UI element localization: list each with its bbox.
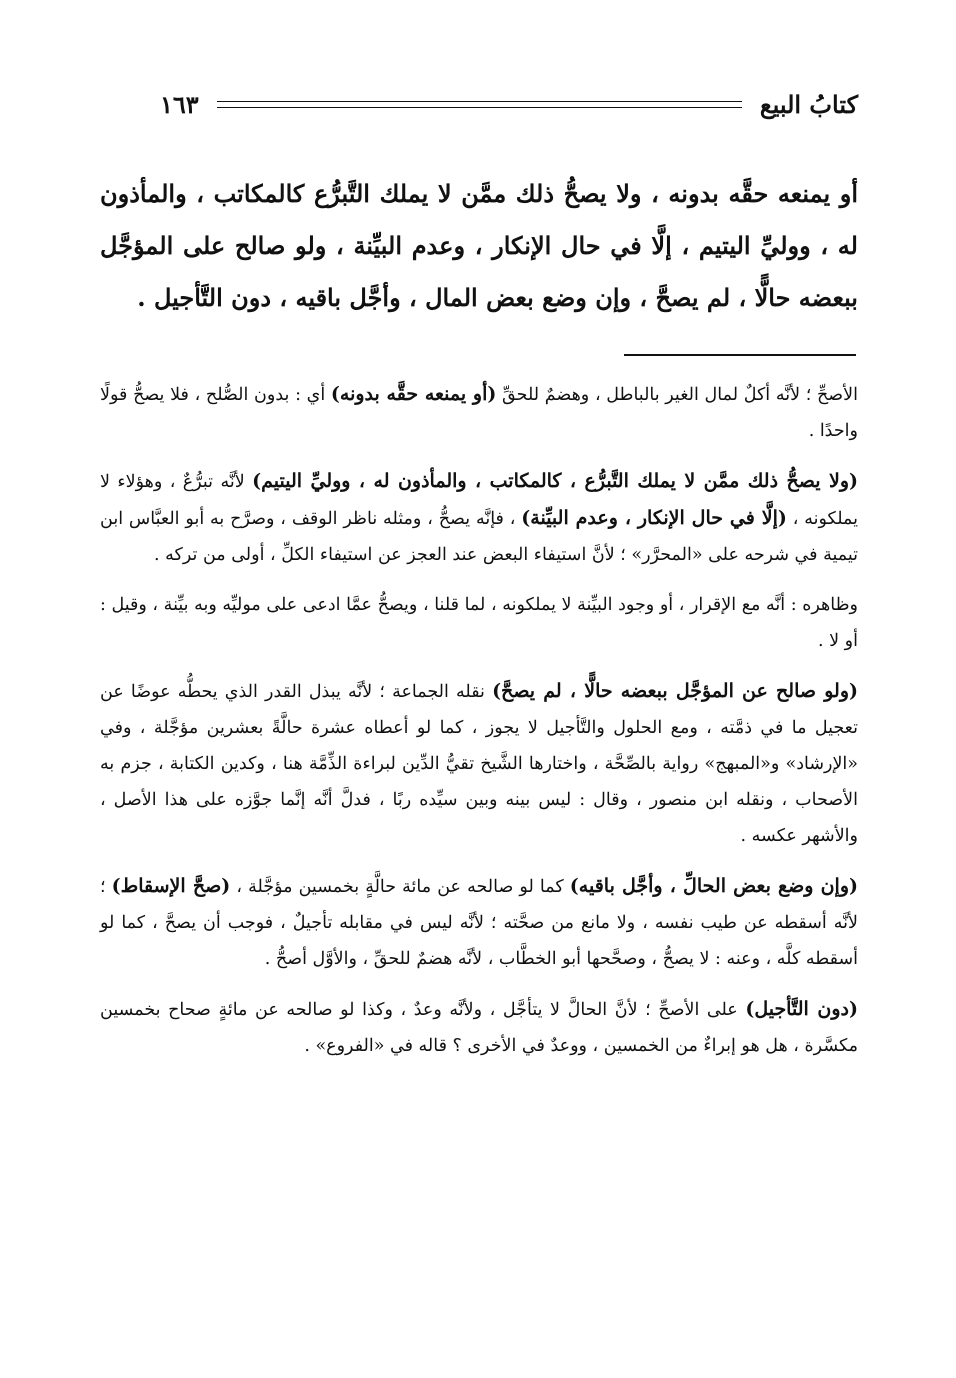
commentary-text: على الأصحِّ ؛ لأنَّ الحالَّ لا يتأجَّل ، ولأنَّه وعدٌ ، وكذا لو صالحه عن مائةٍ صحاح بخمسين مكسَّرة ، هل هو إبراءٌ من الخمسين ، ووعدٌ في الأخرى ؟ قاله في «الفروع» . xyxy=(100,1000,858,1056)
quoted-main-text: (إلَّا في حال الإنكار ، وعدم البيِّنة) xyxy=(521,507,787,529)
quoted-main-text: (دون التَّأجيل) xyxy=(745,998,858,1020)
main-text-paragraph: أو يمنعه حقَّه بدونه ، ولا يصحُّ ذلك ممَّن لا يملك التَّبرُّع كالمكاتب ، والمأذون له ، ووليِّ اليتيم ، إلَّا في حال الإنكار ، وعدم البيِّنة ، ولو صالح على المؤجَّل ببعضه حالًّا ، لم يصحَّ ، وإن وضع بعض المال ، وأجَّل باقيه ، دون التَّأجيل . xyxy=(100,179,858,312)
quoted-main-text: (ولا يصحُّ ذلك ممَّن لا يملك التَّبرُّع ، كالمكاتب ، والمأذون له ، ووليِّ اليتيم) xyxy=(252,470,858,492)
commentary-text: وظاهره : أنَّه مع الإقرار ، أو وجود البيِّنة لا يملكونه ، لما قلنا ، ويصحُّ عمَّا ادعى على موليِّه وبه بيِّنة ، وقيل : أو لا . xyxy=(100,595,858,651)
footnote-separator xyxy=(624,354,856,356)
quoted-main-text: (صحَّ الإسقاط) xyxy=(111,875,231,897)
quoted-main-text: (وإن وضع بعض الحالِّ ، وأجَّل باقيه) xyxy=(569,875,858,897)
quoted-main-text: (ولو صالح عن المؤجَّل ببعضه حالًّا ، لم يصحَّ) xyxy=(492,680,858,702)
commentary-paragraph-6 xyxy=(100,991,858,1064)
quoted-main-text: (أو يمنعه حقَّه بدونه) xyxy=(330,383,497,405)
commentary-text: كما لو صالحه عن مائة حالَّةٍ بخمسين مؤجَّلة ، xyxy=(230,877,570,897)
header-rule xyxy=(217,101,742,108)
commentary-paragraph-2 xyxy=(100,463,858,573)
main-text xyxy=(100,168,858,324)
commentary-paragraph-5 xyxy=(100,868,858,977)
commentary xyxy=(100,376,858,1064)
commentary-text: نقله الجماعة ؛ لأنَّه يبذل القدر الذي يحطُّه عوضًا عن تعجيل ما في ذمَّته ، ومع الحلول والتَّأجيل لا يجوز ، كما لو أعطاه عشرة حالَّةً بعشرين مؤجَّلة ، وفي «الإرشاد» و«المبهج» رواية بالصِّحَّة ، واختارها الشَّيخ تقيُّ الدِّين لبراءة الذِّمَّة هنا ، وكدين الكتابة ، جزم به الأصحاب ، ونقله ابن منصور ، وقال : ليس بينه وبين سيِّده ربًا ، فدلَّ أنَّه إنَّما جوَّزه على هذا الأصل ، والأشهر عكسه . xyxy=(100,682,858,846)
commentary-paragraph-3 xyxy=(100,587,858,659)
page-number: ١٦٣ xyxy=(160,89,199,119)
page-header xyxy=(160,84,858,124)
commentary-paragraph-4 xyxy=(100,673,858,854)
commentary-text: لأنَّه تبرُّعٌ ، وهؤلاء لا يملكونه ، xyxy=(100,472,858,529)
commentary-text: الأصحِّ ؛ لأنَّه أكلٌ لمال الغير بالباطل ، وهضمٌ للحقِّ xyxy=(496,385,858,405)
commentary-paragraph-1 xyxy=(100,376,858,449)
commentary-text: ؛ لأنَّه أسقطه عن طيب نفسه ، ولا مانع من صحَّته ؛ لأنَّه ليس في مقابله تأجيلٌ ، فوجب أن يصحَّ ، كما لو أسقطه كلَّه ، وعنه : لا يصحُّ ، وصحَّحها أبو الخطَّاب ، لأنَّه هضمٌ للحقِّ ، والأوَّل أصحُّ . xyxy=(100,877,858,969)
commentary-text: أي : بدون الصُّلح ، فلا يصحُّ قولًا واحدًا . xyxy=(100,385,858,441)
running-title: كتابُ البيع xyxy=(759,89,858,119)
commentary-text: ، فإنَّه يصحُّ ، ومثله ناظر الوقف ، وصرَّح به أبو العبَّاس ابن تيمية في شرحه على «المحرَّر» ؛ لأنَّ استيفاء البعض عند العجز عن استيفاء الكلِّ ، أولى من تركه . xyxy=(100,509,858,565)
